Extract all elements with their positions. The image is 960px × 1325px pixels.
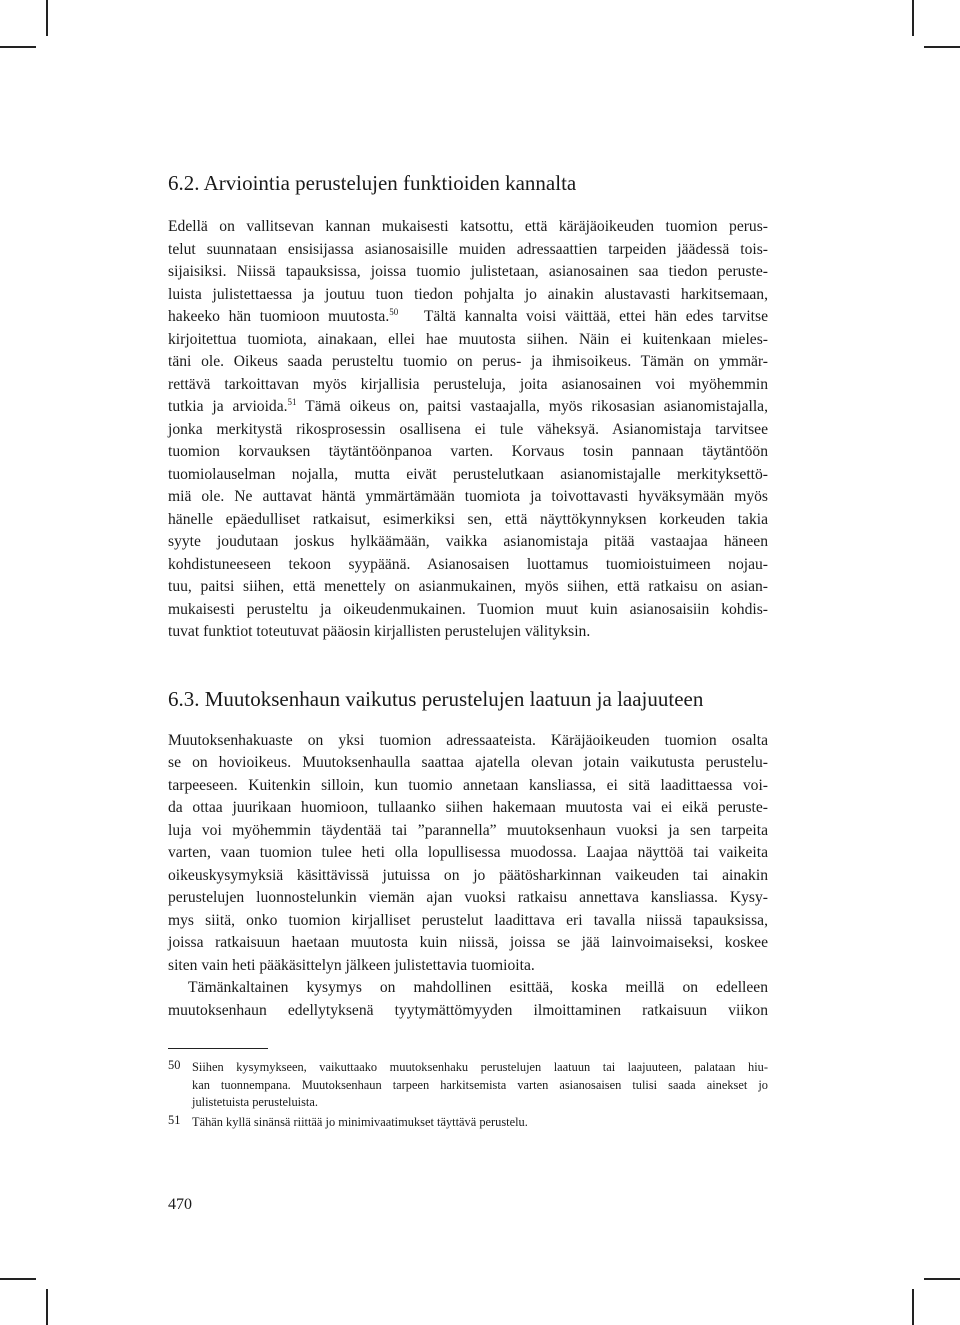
footnote-line: Tähän kyllä sinänsä riittää jo minimivaatimukset täyttävä perustelu. (192, 1114, 528, 1129)
section-6-2-paragraph (168, 216, 768, 644)
text-line: rettävä tarkoittavan myös kirjallisia perusteluja, joita asianosainen voi myöhemmin (168, 375, 768, 393)
text-line: tarpeeseen. Kuitenkin silloin, kun tuomio annetaan kansliassa, ei sitä laadittaessa voi- (168, 776, 768, 794)
crop-mark-bottom-left-h (0, 1278, 36, 1280)
text-line: muutoksenhaun edellytyksenä tyytymättömyyden ilmoittaminen ratkaisuun viikon (168, 1001, 768, 1019)
section-6-3-paragraph-2 (168, 977, 768, 1022)
footnote-50 (168, 1059, 768, 1112)
footnote-line: kan tuonnempana. Muutoksenhaun tarpeen harkitsemista varten asianosaisen tulisi saada ainekset jo (192, 1077, 768, 1092)
text-line: luja voi myöhemmin täydentää tai ”parannella” muutoksenhaun vuoksi ja sen tarpeita (168, 821, 768, 839)
text-line: telut suunnataan ensisijassa asianosaisille muiden adressaattien tarpeiden jäädessä tois- (168, 240, 768, 258)
crop-mark-bottom-left-v (46, 1289, 48, 1325)
text-line: tuomiolauselman nojalla, mutta eivät perustelutkaan asianomistajalle merkityksettö- (168, 465, 768, 483)
footnote-ref-50[interactable]: 50 (389, 307, 399, 317)
crop-mark-bottom-right-h (924, 1278, 960, 1280)
text-line: Muutoksenhakuaste on yksi tuomion adressaateista. Käräjäoikeuden tuomion osalta (168, 731, 768, 749)
text-line (168, 306, 768, 329)
section-heading-6-3: 6.3. Muutoksenhaun vaikutus perustelujen laatuun ja laajuuteen (168, 686, 704, 711)
section-heading-6-2: 6.2. Arviointia perustelujen funktioiden kannalta (168, 171, 577, 195)
text-line: perustelujen luonnostelunkin viemän ajan vuoksi ratkaisu annettava kansliassa. Kysy- (168, 889, 768, 906)
text-fragment: Tältä kannalta voisi väittää, ettei hän edes tarvitse (423, 308, 768, 325)
text-fragment: tutkia ja arvioida. (168, 398, 288, 415)
text-line: oikeuskysymyksiä käsittävissä jutuissa on jo päätösharkinnan vaikeuden tai ainakin (168, 866, 768, 884)
text-line: tuvat funktiot toteutuvat pääosin kirjallisten perustelujen välityksin. (168, 623, 591, 640)
text-line: tuu, paitsi siihen, että menettely on asianmukainen, myös siihen, että ratkaisu on asian- (168, 578, 768, 595)
section-6-3-paragraph-1 (168, 730, 768, 978)
text-line: luista julistettaessa ja joutuu tuon tiedon pohjalta jo ainakin alustavasti harkitsemaan, (168, 285, 768, 303)
crop-mark-bottom-right-v (912, 1289, 914, 1325)
footnote-line: julistetuista perusteluista. (192, 1095, 318, 1109)
text-line: kohdistuneeseen tekoon syypäänä. Asianosaisen luottamus tuomioistuimeen nojau- (168, 555, 768, 573)
text-line: Tämänkaltainen kysymys on mahdollinen esittää, koska meillä on edelleen (188, 979, 768, 996)
text-line: Edellä on vallitsevan kannan mukaisesti katsottu, että käräjäoikeuden tuomion perus- (168, 218, 768, 235)
page-content (168, 168, 768, 1131)
text-line (168, 396, 768, 419)
crop-mark-top-right-h (924, 46, 960, 48)
footnote-divider (168, 1048, 268, 1049)
page-number: 470 (168, 1196, 192, 1213)
text-line: da ottaa juurikaan huomioon, tullaanko siihen hakemaan muutosta vai ei eikä peruste- (168, 799, 768, 816)
text-line: sijaisiksi. Niissä tapauksissa, joissa tuomio julistetaan, asianosainen saa tiedon peruste- (168, 263, 768, 280)
text-line: siten vain heti pääkäsittelyn jälkeen julistettavia tuomioita. (168, 956, 535, 974)
text-line: miä ole. Ne auttavat häntä ymmärtämään tuomiota ja toivottavasti hyväksymään myös (168, 488, 768, 505)
text-line: mukaisesti perusteltu ja oikeudenmukainen. Tuomion muut kuin asianosaisiin kohdis- (168, 600, 768, 618)
footnote-51 (168, 1114, 768, 1132)
footnote-number: 51 (168, 1112, 181, 1127)
text-line: hänelle epäedulliset ratkaisut, esimerkiksi sen, että näyttökynnyksen korkeuden takia (168, 510, 768, 528)
crop-mark-top-left-v (46, 0, 48, 36)
text-line: kirjoitettua tuomiota, ainakaan, ellei hae muutosta siihen. Näin ei kuitenkaan mieles- (168, 330, 768, 348)
text-line: mys siitä, onko tuomion kirjalliset perustelut laadittava eri tavalla niissä tapauksissa, (168, 911, 768, 929)
text-line: joissa ratkaisuun haetaan muutosta kuin niissä, joissa se jää lainvoimaiseksi, koskee (168, 934, 768, 951)
text-line: se on hovioikeus. Muutoksenhaulla saattaa ajatella olevan jotain vaikutusta perustelu- (168, 754, 768, 771)
text-fragment: hakeeko hän tuomioon muutosta. (168, 308, 390, 325)
text-line: täni ole. Oikeus saada perusteltu tuomio on perus- ja ihmisoikeus. Tämän on ymmär- (168, 353, 768, 370)
text-line: varten, vaan tuomion tulee heti olla lopullisessa muodossa. Laajaa näyttöä tai vaikeita (168, 844, 768, 861)
text-line: jonka merkitystä rikosprosessin osallisena ei tule väheksyä. Asianomistaja tarvitsee (168, 420, 768, 438)
footnote-ref-51[interactable]: 51 (287, 397, 297, 407)
text-fragment: Tämä oikeus on, paitsi vastaajalla, myös rikosasian asianomistajalla, (305, 398, 768, 415)
footnote-number: 50 (168, 1058, 181, 1072)
text-line: tuomion korvauksen täytäntöönpanoa varten. Korvaus tosin pannaan täytäntöön (168, 443, 768, 460)
text-line: syyte joudutaan joskus hylkäämään, vaikka asianomistaja pitää vastaajaa häneen (168, 533, 768, 550)
crop-mark-top-left-h (0, 46, 36, 48)
crop-mark-top-right-v (912, 0, 914, 36)
footnote-line: Siihen kysymykseen, vaikuttaako muutoksenhaku perustelujen laatuun tai laajuuteen, palataan hiu- (192, 1060, 768, 1074)
